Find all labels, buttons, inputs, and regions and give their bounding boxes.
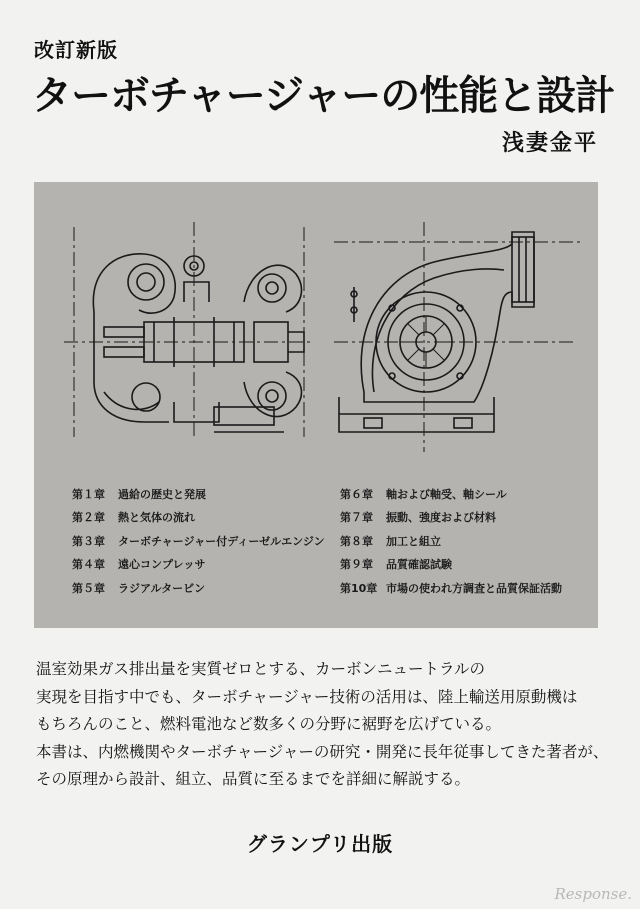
chapter-list-left bbox=[72, 482, 325, 600]
site-watermark: Response. bbox=[554, 885, 632, 903]
book-title: ターボチャージャーの性能と設計 bbox=[32, 73, 615, 119]
chapter-item: 第７章 振動、強度および材料 bbox=[340, 511, 496, 525]
description-line: もちろんのこと、燃料電池など数多くの分野に裾野を広げている。 bbox=[36, 715, 502, 733]
chapter-item: 第６章 軸および軸受、軸シール bbox=[340, 487, 507, 501]
chapter-item: 第10章 市場の使われ方調査と品質保証活動 bbox=[340, 581, 562, 595]
edition-label: 改訂新版 bbox=[34, 38, 118, 62]
book-description bbox=[36, 656, 608, 794]
chapter-item: 第９章 品質確認試験 bbox=[340, 558, 452, 572]
chapter-item: 第４章 遠心コンプレッサ bbox=[72, 558, 206, 572]
description-line: 温室効果ガス排出量を実質ゼロとする、カーボンニュートラルの bbox=[36, 660, 486, 678]
description-line: 実現を目指す中でも、ターボチャージャー技術の活用は、陸上輸送用原動機は bbox=[36, 687, 578, 706]
turbocharger-drawing bbox=[34, 182, 598, 472]
chapter-item: 第２章 熱と気体の流れ bbox=[72, 511, 195, 525]
chapter-item: 第５章 ラジアルタービン bbox=[72, 581, 206, 595]
chapter-item: 第８章 加工と組立 bbox=[340, 534, 441, 548]
description-line: 本書は、内燃機関やターボチャージャーの研究・開発に長年従事してきた著者が、 bbox=[36, 742, 609, 761]
cross-section-drawing bbox=[64, 222, 314, 437]
exterior-drawing bbox=[334, 222, 584, 452]
publisher-name: グランプリ出版 bbox=[246, 832, 394, 856]
chapter-list-right bbox=[340, 482, 562, 600]
author-name: 浅妻金平 bbox=[501, 131, 598, 156]
description-line: その原理から設計、組立、品質に至るまでを詳細に解説する。 bbox=[36, 770, 471, 788]
chapter-item: 第３章 ターボチャージャー付ディーゼルエンジン bbox=[72, 534, 325, 548]
illustration-panel bbox=[34, 182, 598, 628]
chapter-item: 第１章 過給の歴史と発展 bbox=[72, 487, 206, 501]
